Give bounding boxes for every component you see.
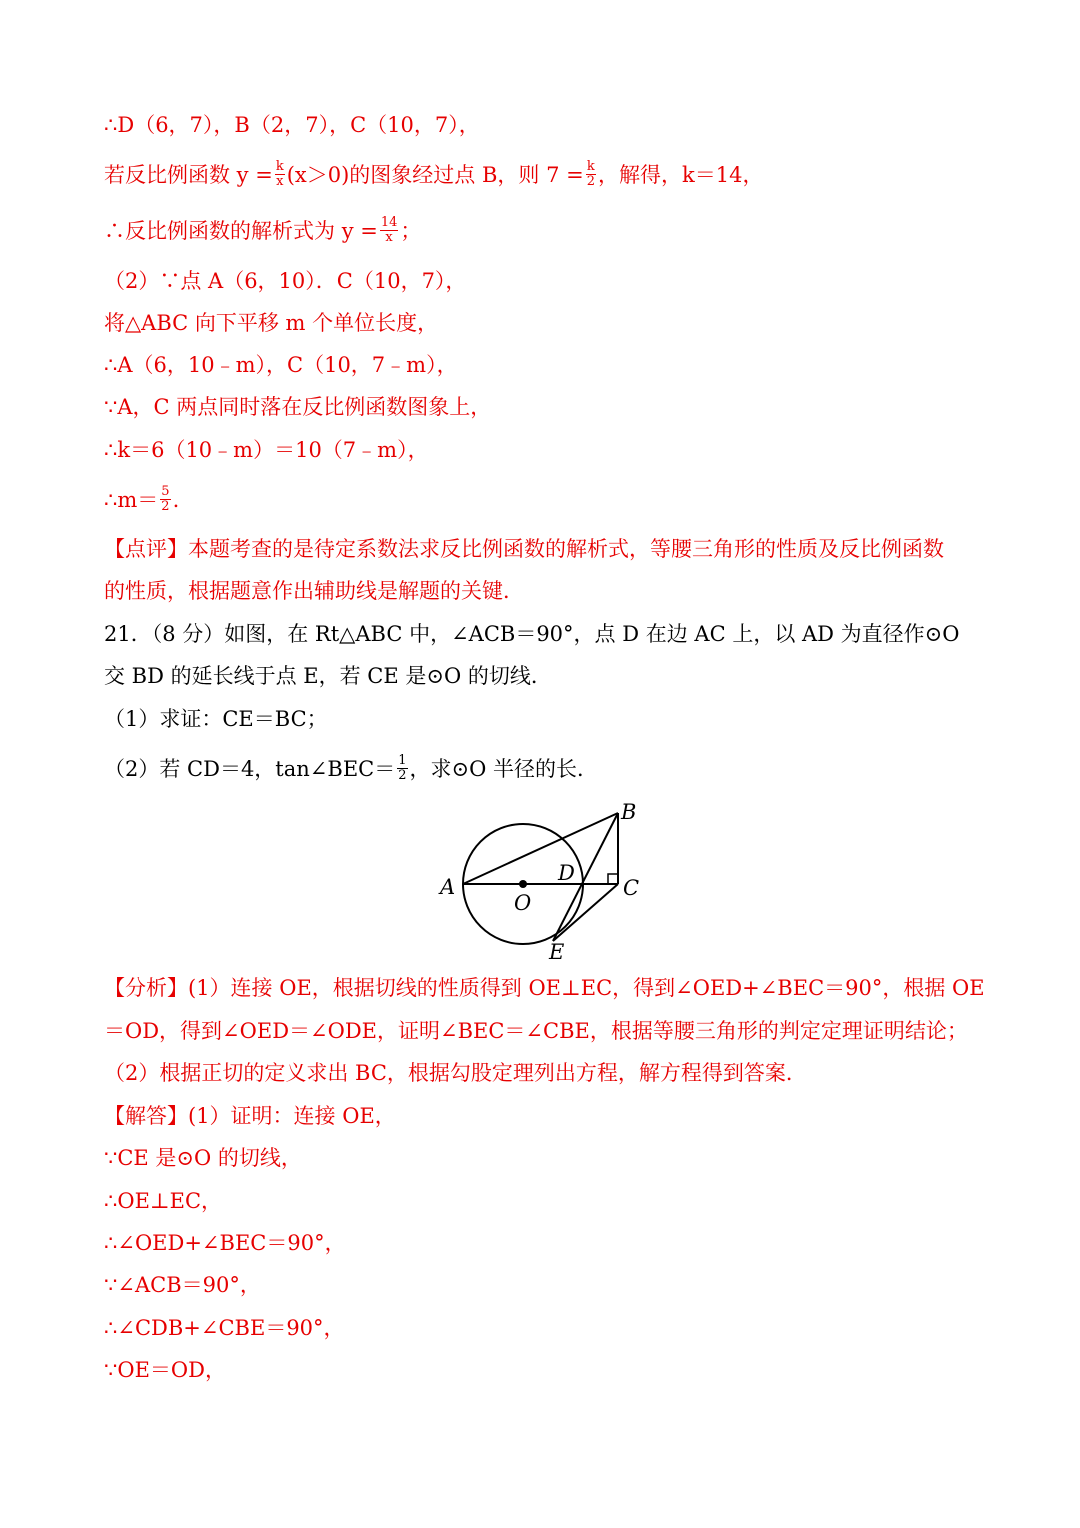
text: ，求⊙O 半径的长．	[409, 757, 598, 781]
solution-line: ∴k＝6（10﹣m）＝10（7﹣m），	[104, 438, 429, 462]
analysis-line: （2）根据正切的定义求出 BC，根据勾股定理列出方程，解方程得到答案．	[104, 1061, 807, 1085]
text: 若反比例函数 y =	[104, 163, 273, 187]
question-21: 21．（8 分）如图，在 Rt△ABC 中，∠ACB＝90°，点 D 在边 AC 上，以 AD 为直径作⊙O	[104, 622, 960, 646]
answer-line: ∴∠OED+∠BEC＝90°，	[104, 1231, 346, 1255]
text: ，解得，k＝14，	[598, 163, 764, 187]
line-ab	[463, 813, 618, 884]
denominator: x	[385, 230, 393, 245]
answer-line: ∵OE＝OD，	[104, 1358, 226, 1382]
fraction-k-over-x	[275, 160, 285, 189]
answer-line: ∴∠CDB+∠CBE＝90°，	[104, 1316, 345, 1340]
numerator: 5	[161, 484, 170, 499]
label-d: D	[558, 861, 575, 885]
right-angle-mark	[608, 874, 618, 884]
solution-line: （2）∵点 A（6，10）．C（10，7），	[104, 269, 467, 293]
label-b: B	[621, 800, 637, 824]
text: ∴m＝	[104, 488, 159, 512]
label-e: E	[549, 940, 565, 964]
line-ce	[553, 884, 618, 941]
text: y =	[341, 219, 378, 243]
fraction-14-over-x	[380, 216, 399, 245]
solution-line: ∵A，C 两点同时落在反比例函数图象上，	[104, 395, 492, 419]
question-part-2	[104, 754, 598, 785]
comment-line: 【点评】本题考查的是待定系数法求反比例函数的解析式，等腰三角形的性质及反比例函数	[104, 537, 944, 561]
comment-line: 的性质，根据题意作出辅助线是解题的关键．	[104, 579, 524, 603]
question-part-1: （1）求证：CE＝BC；	[104, 707, 328, 731]
solution-line: ∴A（6，10﹣m），C（10，7﹣m），	[104, 353, 458, 377]
numerator: 1	[398, 753, 407, 768]
answer-line: ∵CE 是⊙O 的切线，	[104, 1146, 302, 1170]
label-a: A	[440, 875, 456, 899]
text: .	[172, 488, 180, 512]
answer-line: ∴OE⊥EC，	[104, 1189, 223, 1213]
fraction-k-over-2	[586, 160, 596, 189]
geometry-figure	[430, 798, 660, 968]
fraction-5-over-2	[160, 485, 170, 514]
answer-line: 【解答】(1）证明：连接 OE，	[104, 1104, 396, 1128]
answer-line: ∵∠ACB＝90°，	[104, 1273, 261, 1297]
text: (x＞0)的图象经过点 B，则 7 =	[286, 163, 584, 187]
solution-line: 将△ABC 向下平移 m 个单位长度，	[104, 311, 439, 335]
denominator: 2	[161, 499, 170, 514]
denominator: 2	[398, 768, 407, 783]
denominator: 2	[586, 174, 595, 189]
analysis-line: 【分析】(1）连接 OE，根据切线的性质得到 OE⊥EC，得到∠OED+∠BEC＝90°，根据 OE	[104, 976, 985, 1000]
denominator: x	[276, 174, 284, 189]
question-21-cont: 交 BD 的延长线于点 E，若 CE 是⊙O 的切线．	[104, 664, 552, 688]
numerator: k	[586, 159, 595, 174]
analysis-line: ＝OD，得到∠OED＝∠ODE，证明∠BEC＝∠CBE，根据等腰三角形的判定定理证明结论；	[104, 1019, 968, 1043]
solution-line-k	[104, 160, 763, 191]
fraction-1-over-2	[397, 754, 407, 783]
numerator: 14	[380, 215, 398, 230]
solution-line-m	[104, 485, 179, 516]
text: （2）若 CD＝4，tan∠BEC＝	[104, 757, 396, 781]
solution-line-function	[104, 216, 421, 247]
label-o: O	[514, 891, 532, 915]
numerator: k	[275, 159, 284, 174]
solution-line: ∴D（6，7），B（2，7），C（10，7），	[104, 113, 480, 137]
center-point	[519, 880, 527, 888]
text: ∴反比例函数的解析式为	[104, 219, 335, 243]
label-c: C	[623, 876, 640, 900]
text: ；	[400, 219, 422, 243]
